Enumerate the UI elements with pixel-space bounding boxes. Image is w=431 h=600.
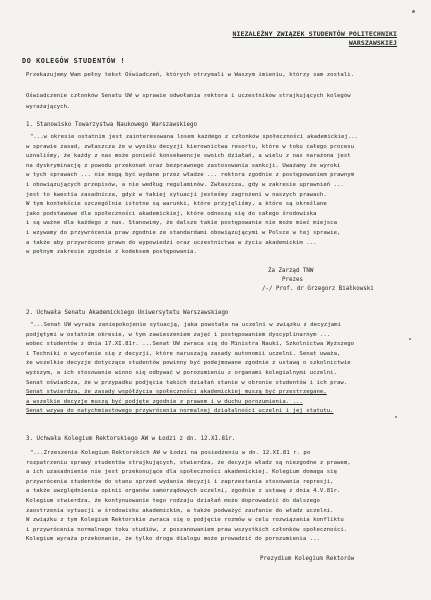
paragraph-line: zaostrzenia sytuacji w środowisku akademickim, a także podważyć zaufanie do władz uczelni.	[26, 507, 334, 514]
paragraph-line: przywrócenia studentów do stanu sprzed wydania decyzji i zaprzestania stosowania represji,	[26, 478, 334, 485]
paragraph-line: Kolegium wyraża przekonanie, że tylko droga dialogu może prowadzić do porozumienia ...	[26, 536, 320, 543]
section-1-signature-line: /-/ Prof. dr Grzegorz Białkowski	[262, 286, 374, 292]
paragraph-line: rozpatrzeniu sprawy studentów strajkujących, stwierdza, że decyzje władz są niezgodne z prawem,	[26, 459, 351, 466]
letterhead	[232, 30, 397, 48]
paragraph-line: a także uwzględnienia opinii organów samorządowych uczelni, zgodnie z ustawą z dnia 4.V.81r.	[26, 488, 341, 495]
paragraph-line: i obowiązujących przepisów, a nie według regulaminów. Zwłaszcza, gdy w zakresie uprawnień ...	[26, 182, 344, 188]
paragraph-line: w tych sprawach ... nie mogą być wydane przez władze ... rektora zgodnie z postępowaniem prawnym	[26, 172, 355, 179]
paragraph-line: i Techniki o wycofanie się z decyzji, które naruszają zasady autonomii uczelni. Senat uważa,	[26, 350, 341, 357]
paragraph-line: na dyskryminację z powodu przekonań oraz bezprawnego zastosowania sankcji. Uważamy że wyroki	[26, 162, 341, 169]
scan-speck	[409, 338, 411, 340]
section-1-heading: 1. Stanowisko Towarzystwa Naukowego Warszawskiego	[26, 122, 198, 128]
paragraph-line: jest to kwestia zasadnicza, gdyż w takiej sytuacji jesteśmy zagrożeni w naszych prawach.	[26, 191, 327, 198]
section-2-heading: 2. Uchwała Senatu Akademickiego Uniwersytetu Warszawskiego	[26, 310, 229, 316]
paragraph-line: a wszelkie decyzje muszą być podjęte zgodnie z prawem i w duchu porozumienia. ...	[26, 398, 303, 405]
scan-speck	[395, 416, 397, 418]
paragraph-line: i przywrócenia normalnego toku studiów, z poszanowaniem praw wszystkich członków społeczności.	[26, 526, 348, 533]
paragraph-line: W tym kontekście szczególnie istotne są warunki, które przyjęliśmy, a które są określane	[26, 201, 327, 208]
letterhead-line-2: WARSZAWSKIEJ	[348, 39, 397, 47]
paragraph-line: wobec studentów z dnia 17.XI.81r. ...Senat UW zwraca się do Ministra Nauki, Szkolnictwa Wyższego	[26, 341, 355, 348]
paragraph-line: i wzywamy do przywrócenia praw zgodnie ze standardami obowiązującymi w Polsce w tej sprawie,	[26, 230, 341, 236]
paragraph-line: "...Senat UW wyraża zaniepokojenie sytuacją, jaka powstała na uczelni w związku z decyzjami	[30, 322, 342, 328]
paragraph-line: Senat stwierdza, że zasady współżycia społeczności akademickiej muszą być przestrzegane,	[26, 389, 327, 396]
paragraph-line: jako podstawowe dla społeczności akademickiej, które odnoszą się do całego środowiska	[26, 210, 317, 217]
paragraph-line: i są ważne dla każdego z nas. Stanowimy, że dalsze takie postępowanie nie może mieć miejsca	[26, 220, 338, 227]
paragraph-line: Senat oświadcza, że w przypadku podjęcia takich działań stanie w obronie studentów i ich praw.	[26, 379, 348, 386]
intro-line: Oświadczenie członków Senatu UW w sprawie odwołania rektora i uczestników strajkujących kolegów	[26, 93, 351, 99]
paragraph-line: w pełnym zakresie zgodnie z kodeksem postępowania.	[26, 249, 197, 256]
section-1-signature-line: Za Zarząd TNW	[268, 268, 314, 274]
section-1-signature-line: Prezes	[282, 277, 303, 283]
paragraph-line: wyższym, a ich stosowanie winno się odbywać w porozumieniu z organami kolegialnymi uczelni.	[26, 370, 338, 376]
paragraph-line: uznaliśmy, że każdy z nas może ponieść konsekwencje swoich działań, a wielu z nas narażona jest	[26, 153, 351, 160]
letterhead-line-1: NIEZALEŻNY ZWIĄZEK STUDENTÓW POLITECHNIKI	[232, 30, 397, 38]
section-3-signature: Prezydium Kolegium Rektorów	[260, 556, 355, 562]
paragraph-line: że wszelkie decyzje dotyczące studentów powinny być podejmowane zgodnie z ustawą o szkolnictwie	[26, 360, 351, 367]
paragraph-line: podjętymi w ostatnim okresie, w tym zawieszeniem zajęć i postępowaniem dyscyplinarnym ...	[26, 331, 331, 338]
paragraph-line: W związku z tym Kolegium Rektorskie zwraca się o podjęcie rozmów w celu rozwiązania konfliktu	[26, 517, 344, 524]
intro-line: wyrażających.	[26, 104, 71, 110]
paragraph-line: Kolegium stwierdza, że kontynuowanie tego rodzaju działań może doprowadzić do dalszego	[26, 498, 320, 504]
paragraph-line: a także aby przywrócono prawo do wypowiedzi oraz uczestnictwa w życiu akademickim ...	[26, 239, 317, 246]
paragraph-line: a ich uzasadnienie nie jest przekonujące dla społeczności akademickiej. Kolegium domaga się	[26, 469, 338, 476]
intro-line: Przekazujemy Wam pełny tekst Oświadczeń, których otrzymali w Waszym imieniu, którzy sam zostali.	[26, 72, 355, 78]
section-3-heading: 3. Uchwała Kolegium Rektorskiego AW w Łodzi z dn. 12.XI.81r.	[26, 436, 236, 442]
scan-speck	[412, 10, 415, 13]
paragraph-line: "...w okresie ostatnim jest zainteresowana losem każdego z członków społeczności akademickiej...	[30, 134, 359, 140]
greeting: DO KOLEGÓW STUDENTÓW !	[22, 57, 126, 65]
paragraph-line: "...Zrzeszenie Kolegium Rektorskich AW w Łodzi na posiedzeniu w dn. 12.XI.81 r. po	[30, 450, 311, 456]
paragraph-line: w sprawie zasad, zwłaszcza że w wyniku decyzji kierownictwa resortu, które w toku całego procesu	[26, 143, 355, 150]
paragraph-line: Senat wzywa do natychmiastowego przywrócenia normalnej działalności uczelni i jej statutu.	[26, 408, 334, 415]
